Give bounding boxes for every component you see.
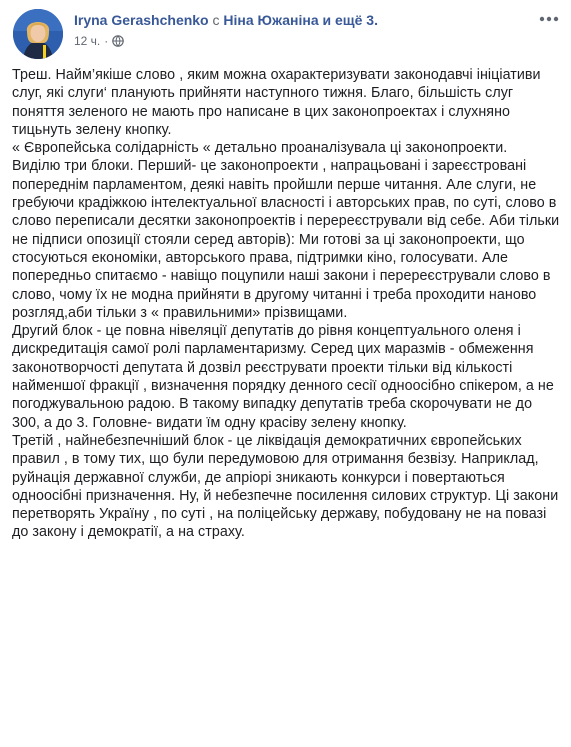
with-label: с (212, 12, 220, 28)
author-line (74, 11, 378, 29)
meta-separator: · (104, 34, 109, 48)
tagged-people-link[interactable]: Ніна Южаніна и ещё 3. (223, 12, 378, 28)
post-paragraph: Виділю три блоки. Перший- це законопроекти , напрацьовані і зареєстровані попереднім парламентом, деякі навіть пройшли перше читання. Але слуги, не гребуючи крадіжкою інтелектуальної власності і авторських прав, по суті, слово в слово переписали десятки законопроектів і перереєстрували від себе. Аби тільки не підписи опозиції стояли серед авторів): Ми готові за ці законопроекти, що стосуються економіки, авторського права, підтримки кіно, голосувати. Але попередньо спитаємо - навіщо поцупили наші закони і перереєстрували слово в слово, чому їх не модна прийняти в другому читанні і треба проходити наново розгляд,аби тільки з « правильними» прізвищами. (12, 158, 560, 321)
avatar[interactable] (13, 9, 63, 59)
more-options-button[interactable] (535, 9, 563, 29)
post-header (13, 9, 563, 59)
ellipsis-icon (535, 9, 563, 29)
post-paragraph: Другий блок - це повна нівеляції депутатів до рівня концептуального оленя і дискредитація самої ролі парламентаризму. Серед цих маразмів - обмеження законотворчості депутата й дозвіл реєструвати проекти тільки від кількості найменшої фракції , визначення порядку денного сесії одноосібно спікером, а не погоджувальною радою. В такому випадку депутатів треба скорочувати не до 300, а до 3. Головне- видати їм одну красіву зелену кнопку. (12, 323, 554, 431)
avatar-image (13, 9, 63, 59)
post-paragraph: Треш. Найм’якіше слово , яким можна охарактеризувати законодавчі ініціативи слуг, які слуги‘ планують прийняти наступного тижня. Благо, більшість слуг поняття зеленого не мають про написане в цих законопроектах і слухняно тицьнуть зелену кнопку. (12, 67, 541, 138)
post-meta (74, 33, 124, 51)
post-timestamp[interactable]: 12 ч. (74, 34, 101, 48)
author-name-link[interactable]: Iryna Gerashchenko (74, 12, 209, 28)
post-paragraph: Третій , найнебезпечніший блок - це ліквідація демократичних європейських правил , в тому тих, що були передумовою для отримання безвізу. Наприклад, руйнація державної служби, де апріорі зникають конкурси і повертаються одноосібні призначення. Ну, й небезпечне посилення силових структур. Ці закони перетворять Україну , по суті , на поліцейську державу, побудовану не на повазі до закону і демократії, а на страху. (12, 432, 559, 541)
post-paragraph: « Європейська солідарність « детально проаналізувала ці законопроекти. (12, 140, 508, 157)
post-body (12, 66, 560, 542)
globe-icon[interactable] (112, 35, 124, 51)
